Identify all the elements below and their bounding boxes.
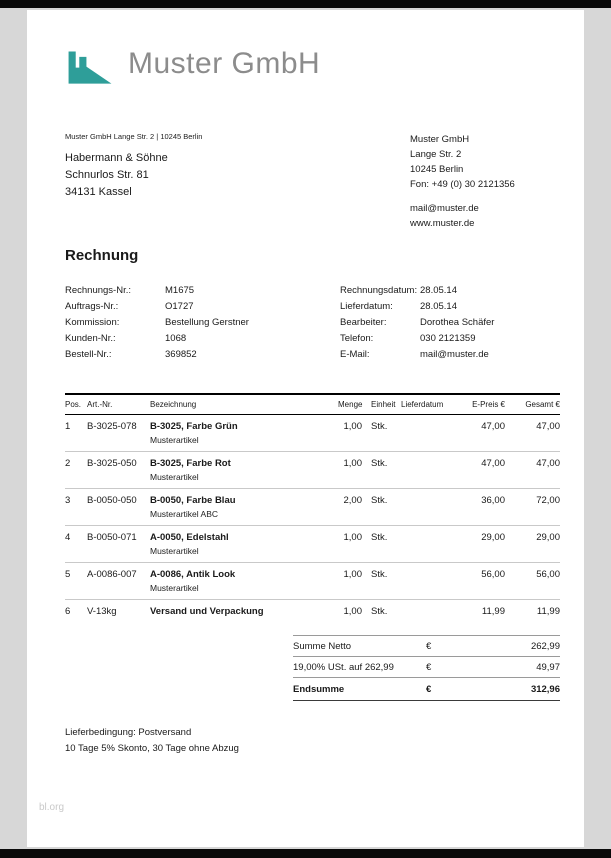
col-header-art-nr: Art.-Nr.: [87, 400, 113, 409]
item-unit: Stk.: [371, 421, 388, 432]
meta-value: 369852: [165, 349, 197, 360]
address-section: [65, 132, 560, 231]
meta-value: O1727: [165, 301, 194, 312]
payment-terms: 10 Tage 5% Skonto, 30 Tage ohne Abzug: [65, 743, 239, 754]
item-subtitle: Musterartikel: [150, 583, 199, 593]
item-delivery-date: [392, 563, 448, 600]
item-delivery-date: [392, 489, 448, 526]
item-art-nr: B-0050-071: [87, 532, 137, 543]
totals-label: Endsumme: [293, 684, 345, 695]
invoice-meta: [65, 283, 560, 363]
col-header-e-preis: E-Preis €: [472, 400, 505, 409]
company-info-web: www.muster.de: [410, 218, 475, 229]
meta-value: M1675: [165, 285, 195, 296]
meta-value: Dorothea Schäfer: [420, 317, 495, 328]
top-border-bar: [0, 0, 611, 8]
col-header-gesamt: Gesamt €: [525, 400, 560, 409]
company-info-email: mail@muster.de: [410, 203, 479, 214]
totals-section: [293, 635, 560, 701]
item-total: 11,99: [536, 606, 560, 617]
meta-label: Telefon:: [340, 333, 374, 344]
item-qty: 1,00: [343, 421, 362, 432]
item-unit: Stk.: [371, 569, 388, 580]
table-row: [65, 489, 560, 526]
meta-label: Lieferdatum:: [340, 301, 393, 312]
item-subtitle: Musterartikel: [150, 472, 199, 482]
meta-value: 1068: [165, 333, 187, 344]
delivery-terms: Lieferbedingung: Postversand: [65, 727, 192, 738]
col-header-lieferdatum: Lieferdatum: [401, 400, 444, 409]
table-row: [65, 452, 560, 489]
item-name: A-0050, Edelstahl: [150, 532, 229, 543]
item-delivery-date: [392, 452, 448, 489]
table-row: [65, 415, 560, 452]
item-art-nr: B-3025-078: [87, 421, 137, 432]
item-subtitle: Musterartikel: [150, 546, 199, 556]
item-pos: 5: [65, 569, 71, 580]
item-delivery-date: [392, 526, 448, 563]
meta-label: Kommission:: [65, 317, 120, 328]
recipient-street: Schnurlos Str. 81: [65, 169, 149, 181]
totals-amount: 312,96: [530, 684, 560, 695]
item-art-nr: B-0050-050: [87, 495, 137, 506]
col-header-einheit: Einheit: [371, 400, 396, 409]
item-total: 47,00: [536, 421, 560, 432]
item-pos: 4: [65, 532, 71, 543]
item-qty: 1,00: [343, 458, 362, 469]
item-pos: 2: [65, 458, 71, 469]
item-unit: Stk.: [371, 458, 388, 469]
item-unit-price: 56,00: [481, 569, 505, 580]
meta-left-column: [65, 283, 323, 363]
table-row: [65, 563, 560, 600]
meta-label: Rechnungs-Nr.:: [65, 285, 132, 296]
item-name: B-0050, Farbe Blau: [150, 495, 236, 506]
item-art-nr: B-3025-050: [87, 458, 137, 469]
item-name: A-0086, Antik Look: [150, 569, 236, 580]
item-subtitle: Musterartikel: [150, 435, 199, 445]
sender-return-address: Muster GmbH Lange Str. 2 | 10245 Berlin: [65, 132, 203, 141]
bottom-border-bar: [0, 849, 611, 858]
item-subtitle: Musterartikel ABC: [150, 509, 219, 519]
item-unit: Stk.: [371, 606, 388, 617]
currency-symbol: €: [426, 662, 432, 673]
item-qty: 2,00: [343, 495, 362, 506]
currency-symbol: €: [426, 641, 432, 652]
item-total: 47,00: [536, 458, 560, 469]
meta-label: Bearbeiter:: [340, 317, 387, 328]
meta-value: mail@muster.de: [420, 349, 489, 360]
col-header-pos: Pos.: [65, 400, 82, 409]
table-row: [65, 526, 560, 563]
meta-label: Kunden-Nr.:: [65, 333, 116, 344]
meta-label: E-Mail:: [340, 349, 370, 360]
meta-value: 030 2121359: [420, 333, 476, 344]
item-total: 29,00: [536, 532, 560, 543]
meta-label: Rechnungsdatum:: [340, 285, 418, 296]
item-pos: 3: [65, 495, 71, 506]
recipient-city: 34131 Kassel: [65, 186, 132, 198]
item-unit-price: 36,00: [481, 495, 505, 506]
meta-label: Auftrags-Nr.:: [65, 301, 119, 312]
item-art-nr: V-13kg: [87, 606, 117, 617]
items-table: [65, 393, 560, 623]
meta-value: Bestellung Gerstner: [165, 317, 249, 328]
item-total: 72,00: [536, 495, 560, 506]
item-qty: 1,00: [343, 532, 362, 543]
company-info-city: 10245 Berlin: [410, 164, 464, 175]
company-name: Muster GmbH: [128, 47, 321, 80]
item-unit-price: 29,00: [481, 532, 505, 543]
totals-row-endsumme: [293, 678, 560, 701]
item-pos: 6: [65, 606, 71, 617]
company-info-name: Muster GmbH: [410, 134, 470, 145]
item-unit: Stk.: [371, 532, 388, 543]
company-info-phone: Fon: +49 (0) 30 2121356: [410, 179, 515, 190]
table-row: [65, 600, 560, 624]
company-info-block: [410, 132, 560, 231]
item-name: Versand und Verpackung: [150, 606, 264, 617]
company-logo: [65, 40, 560, 88]
item-qty: 1,00: [343, 569, 362, 580]
item-unit: Stk.: [371, 495, 388, 506]
item-pos: 1: [65, 421, 71, 432]
item-name: B-3025, Farbe Grün: [150, 421, 238, 432]
item-art-nr: A-0086-007: [87, 569, 137, 580]
company-info-street: Lange Str. 2: [410, 149, 462, 160]
recipient-block: [65, 132, 202, 231]
item-delivery-date: [392, 415, 448, 452]
item-unit-price: 47,00: [481, 458, 505, 469]
totals-label: Summe Netto: [293, 641, 352, 652]
col-header-bezeichnung: Bezeichnung: [150, 400, 197, 409]
recipient-name: Habermann & Söhne: [65, 152, 168, 164]
item-qty: 1,00: [343, 606, 362, 617]
meta-value: 28.05.14: [420, 285, 457, 296]
totals-row-netto: [293, 636, 560, 657]
terms-note: [65, 725, 560, 757]
invoice-page: [27, 10, 584, 847]
currency-symbol: €: [426, 684, 432, 695]
factory-icon: [65, 41, 115, 87]
table-header-row: [65, 394, 560, 415]
totals-amount: 49,97: [536, 662, 560, 673]
meta-right-column: [340, 283, 560, 363]
totals-amount: 262,99: [530, 641, 560, 652]
watermark-text: bl.org: [39, 802, 65, 813]
col-header-menge: Menge: [338, 400, 363, 409]
totals-label: 19,00% USt. auf 262,99: [293, 662, 394, 673]
totals-row-ust: [293, 657, 560, 678]
item-delivery-date: [392, 600, 448, 624]
item-unit-price: 47,00: [481, 421, 505, 432]
meta-value: 28.05.14: [420, 301, 457, 312]
item-total: 56,00: [536, 569, 560, 580]
item-unit-price: 11,99: [481, 606, 505, 617]
meta-label: Bestell-Nr.:: [65, 349, 112, 360]
document-title: Rechnung: [65, 247, 139, 264]
item-name: B-3025, Farbe Rot: [150, 458, 231, 469]
